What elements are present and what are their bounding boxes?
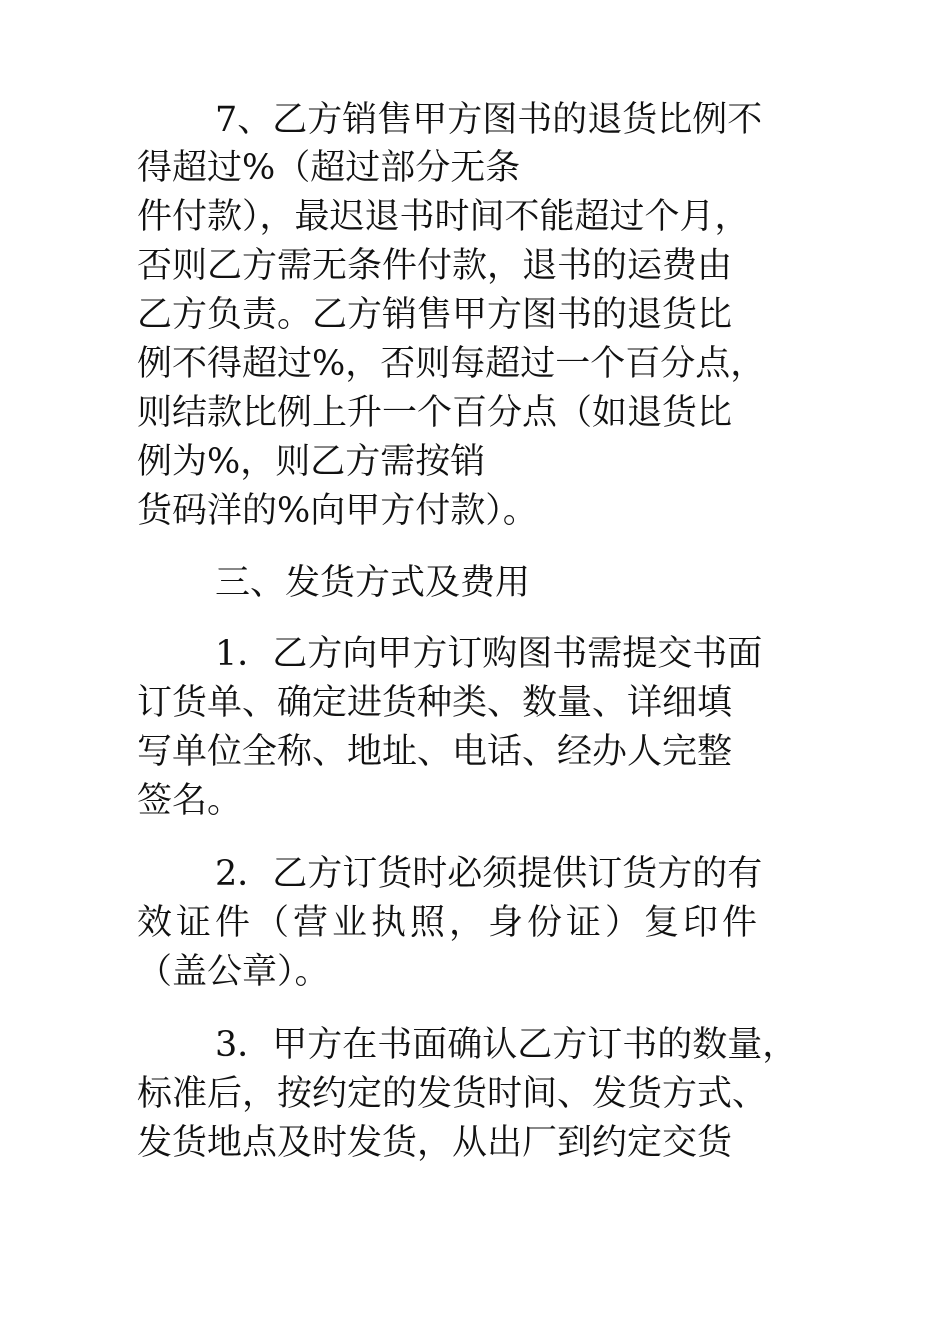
paragraph-7-line-5: 乙方负责。乙方销售甲方图书的退货比: [137, 295, 733, 335]
paragraph-7-line-3: 件付款），最迟退书时间不能超过个月，: [137, 197, 750, 237]
item-1-line-4: 签名。: [137, 781, 243, 821]
paragraph-7-line-8: 例为%，则乙方需按销: [137, 442, 486, 482]
paragraph-7-line-6: 例不得超过%，否则每超过一个百分点，: [137, 344, 766, 384]
item-1-line-3: 写单位全称、地址、电话、经办人完整: [137, 732, 733, 772]
item-1-line-1: 1．乙方向甲方订购图书需提交书面: [215, 634, 763, 674]
item-2-line-3: （盖公章）。: [137, 952, 330, 992]
item-3-line-2: 标准后，按约定的发货时间、发货方式、: [137, 1074, 768, 1114]
paragraph-7-line-1: 7、乙方销售甲方图书的退货比例不: [215, 100, 763, 140]
paragraph-7-line-4: 否则乙方需无条件付款，退书的运费由: [137, 246, 733, 286]
item-3-line-3: 发货地点及时发货，从出厂到约定交货: [137, 1123, 733, 1163]
paragraph-7-line-9: 货码洋的%向甲方付款）。: [137, 491, 538, 531]
paragraph-7-line-7: 则结款比例上升一个百分点（如退货比: [137, 393, 733, 433]
section-heading: 三、发货方式及费用: [215, 563, 531, 603]
item-2-line-2: 效证件（营业执照，身份证）复印件: [137, 903, 762, 943]
item-1-line-2: 订货单、确定进货种类、数量、详细填: [137, 683, 733, 723]
item-2-line-1: 2．乙方订货时必须提供订货方的有: [215, 854, 763, 894]
item-3-line-1: 3．甲方在书面确认乙方订书的数量，: [215, 1025, 798, 1065]
paragraph-7-line-2: 得超过%（超过部分无条: [137, 148, 521, 188]
